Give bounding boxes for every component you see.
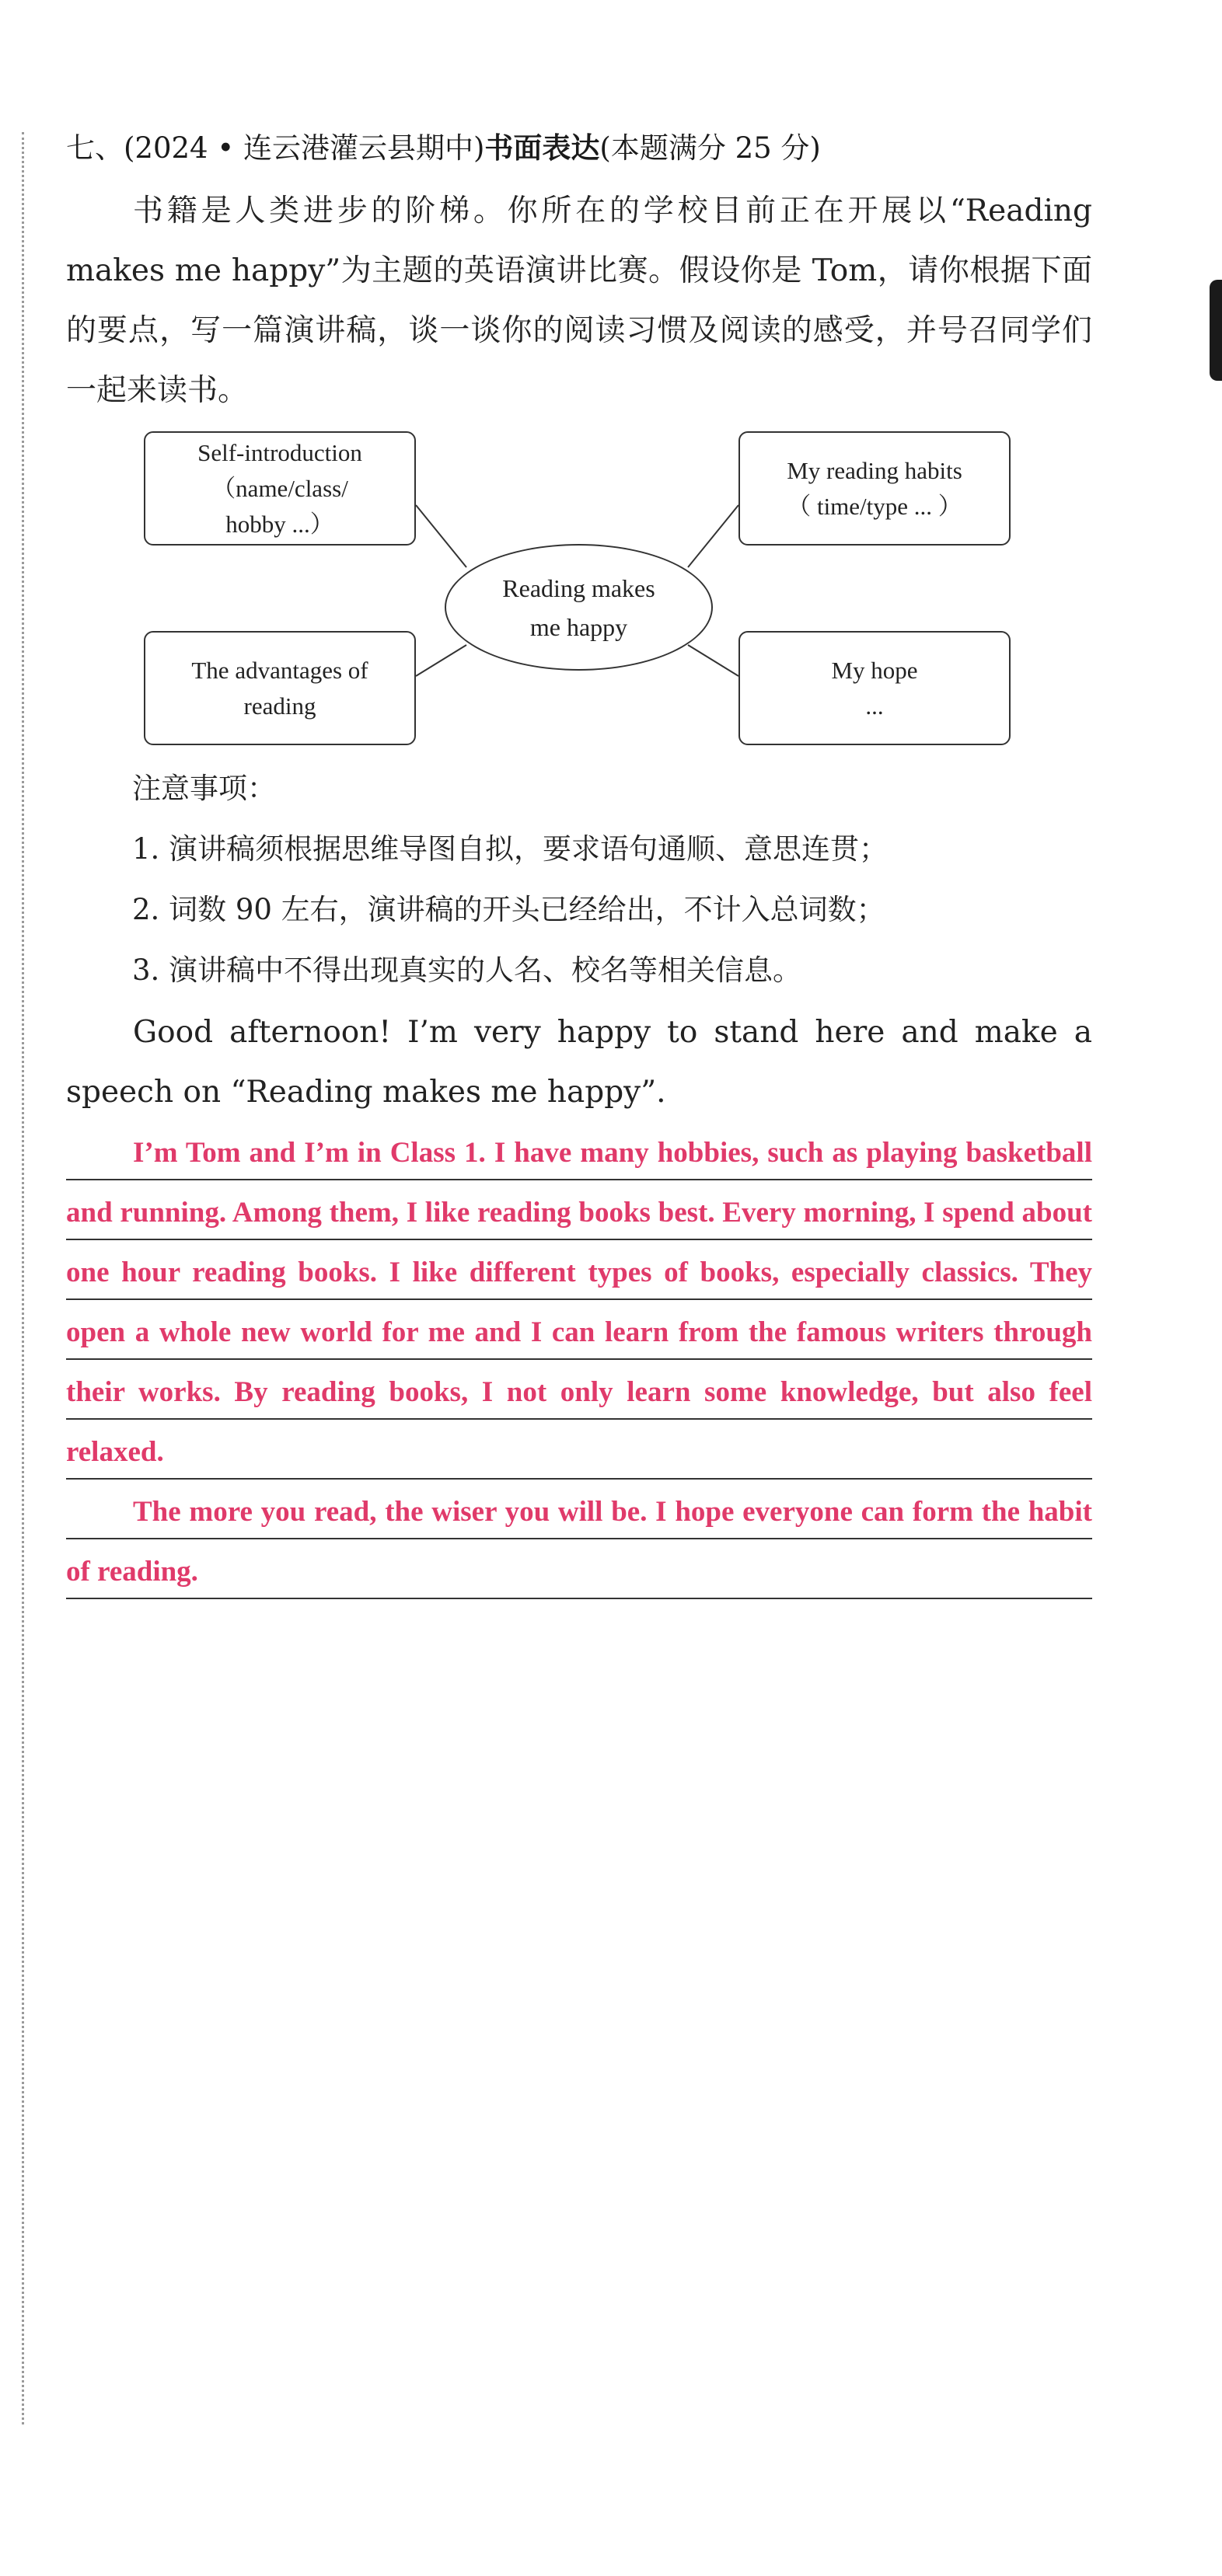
heading-prefix: 七、(2024 • 连云港灌云县期中) [66,131,485,165]
note-item: 2. 词数 90 左右，演讲稿的开头已经给出，不计入总词数； [132,893,885,926]
node-text-line: My hope [831,656,918,684]
node-text-line: My reading habits [787,456,962,484]
binding-margin-line [22,132,24,2424]
connector-top-left [416,505,466,567]
heading-suffix: (本题满分 25 分) [599,131,821,165]
note-item: 3. 演讲稿中不得出现真实的人名、校名等相关信息。 [132,953,802,987]
notes-title: 注意事项： [132,772,276,805]
heading-title: 书面表达 [484,131,600,165]
node-center-topic [445,544,713,671]
center-text-line: me happy [529,612,628,641]
note-item: 1. 演讲稿须根据思维导图自拟，要求语句通顺、意思连贯； [132,832,889,866]
node-advantages [144,631,416,745]
node-text-line: Self-introduction [197,438,362,466]
node-self-introduction [144,431,416,546]
connector-bottom-right [688,645,738,676]
connector-top-right [688,505,738,567]
node-text-line: The advantages of [191,656,368,684]
answer-paragraph-1: I’m Tom and I’m in Class 1. I have many hobbies, such as playing basketball and running. Among them, I like reading books best. Every morning, I spend about one hour reading books. I like different types of books, especially classics. They open a whole new world for me and I can learn from the famous writers through their works. By reading books, I not only learn some knowledge, but also feel relaxed. [66,1123,1092,1482]
node-reading-habits [738,431,1011,546]
task-description: 书籍是人类进步的阶梯。你所在的学校目前正在开展以“Reading makes me happy”为主题的英语演讲比赛。假设你是 Tom，请你根据下面的要点，写一篇演讲稿，谈一谈你的阅读习惯及阅读的感受，并号召同学们一起来读书。 [66,193,1092,408]
speech-opening: Good afternoon! I’m very happy to stand here and make a speech on “Reading makes me happy”. [66,1015,1092,1110]
node-text-line: （name/class/ [211,474,348,502]
connector-bottom-left [416,645,466,676]
node-my-hope [738,631,1011,745]
center-text-line: Reading makes [502,573,655,602]
node-text-line: （ time/type ... ） [787,492,962,520]
page-edge-mark [1210,280,1222,381]
answer-paragraph-2: The more you read, the wiser you will be. I hope everyone can form the habit of reading. [66,1482,1092,1602]
node-text-line: hobby ...） [225,510,334,538]
mind-map [140,427,1018,754]
node-text-line: ... [865,692,884,720]
node-text-line: reading [243,692,316,720]
question-heading [66,124,1154,172]
